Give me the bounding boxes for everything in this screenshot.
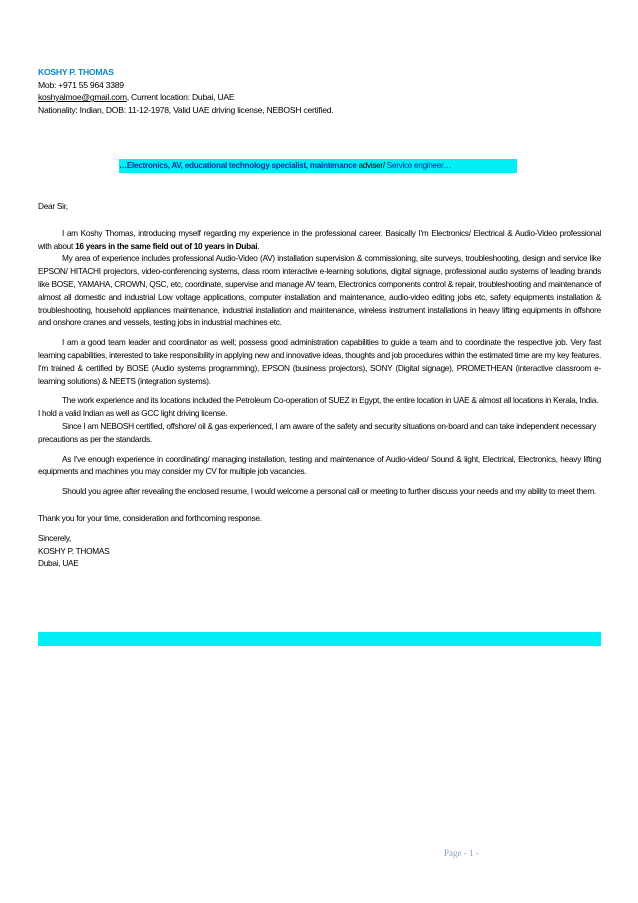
headline-service: Service engineer… — [384, 161, 452, 170]
letter-body — [38, 200, 601, 570]
intro-text: I am Koshy Thomas, introducing myself regarding my experience in the professional career. Basically I'm Electronics/ Electrical & Audio-Video professional with about — [38, 227, 601, 251]
applicant-name: KOSHY P. THOMAS — [38, 67, 114, 77]
thanks-line: Thank you for your time, consideration and forthcoming response. — [38, 512, 262, 523]
email-link[interactable]: koshyalmoe@gmail.com — [38, 92, 127, 103]
paragraph-skills: I am a good team leader and coordinator as well; possess good administration capabilities to guide a team and to coordinate the respective job. Very fast learning capabilities, interested to take responsibility in applying new and innovative ideas, thoughts and job procedures within the estimated time are my key features. I'm trained & certified by BOSE (Audio systems programming), EPSON (business projectors), SONY (Digital signage), PROMETHEAN (interactive classroom e-learning solutions) & NEETS (integration systems). — [38, 337, 601, 386]
paragraph-vacancies: As I've enough experience in coordinating/ managing installation, testing and maintenance of Audio-video/ Sound & light, Electrical, Electronics, heavy lifting equipments and machines you may consider my CV for multiple job vacancies. — [38, 453, 601, 477]
contact-header — [38, 66, 598, 116]
intro-highlight: 16 years in the same field out of 10 years in Dubai — [75, 240, 258, 251]
signature-location: Dubai, UAE — [38, 558, 79, 569]
email-location-line — [38, 91, 598, 104]
paragraph-resume: Should you agree after revealing the enclosed resume, I would welcome a personal call or meeting to further discuss your needs and my ability to meet them. — [62, 486, 596, 497]
page-number: Page - 1 - — [444, 848, 479, 858]
paragraph-locations: The work experience and its locations included the Petroleum Co-operation of SUEZ in Egypt, the entire location in UAE & almost all locations in Kerala, India. I hold a valid Indian as well as GCC light driving license. — [38, 395, 599, 419]
salutation: Dear Sir, — [38, 201, 68, 211]
nationality-line: Nationality: Indian, DOB: 11-12-1978, Valid UAE driving license, NEBOSH certified. — [38, 104, 334, 115]
intro-end: . — [257, 240, 260, 251]
mobile-line: Mob: +971 55 964 3389 — [38, 79, 124, 90]
closing-line: Sincerely, — [38, 532, 72, 543]
highlight-bar — [38, 632, 601, 646]
paragraph-nebosh: Since I am NEBOSH certified, offshore/ oil & gas experienced, I am aware of the safety and security situations on-board and can take independent necessary precautions as per the standards. — [38, 420, 597, 444]
headline-adviser: adviser/ — [356, 161, 385, 170]
signature-name: KOSHY P. THOMAS — [38, 545, 110, 556]
location-text: , Current location: Dubai, UAE — [126, 92, 235, 103]
headline-main: …Electronics, AV, educational technology specialist, maintenance — [119, 161, 357, 170]
paragraph-experience: My area of experience includes professional Audio-Video (AV) installation supervision & commissioning, site surveys, troubleshooting, design and service like EPSON/ HITACHI projectors, video-conferencing systems, class room interactive e-learning solutions, digital signage, professional audio systems of leading brands like BOSE, YAMAHA, CROWN, QSC, etc, coordinate, supervise and manage AV team, Electronics components control & repair, troubleshooting and maintenance of almost all domestic and industrial Low voltage applications, computer installation and maintenance, audio-video editing jobs etc, safety equipments installation & troubleshooting, household appliances maintenance, industrial installation and maintenance, wireless instrument installations in heavy lifting equipments in offshore and onshore cranes and vessels, testing jobs in industrial machines etc. — [38, 253, 601, 328]
paragraph-intro — [38, 227, 601, 253]
headline-banner — [119, 159, 517, 173]
